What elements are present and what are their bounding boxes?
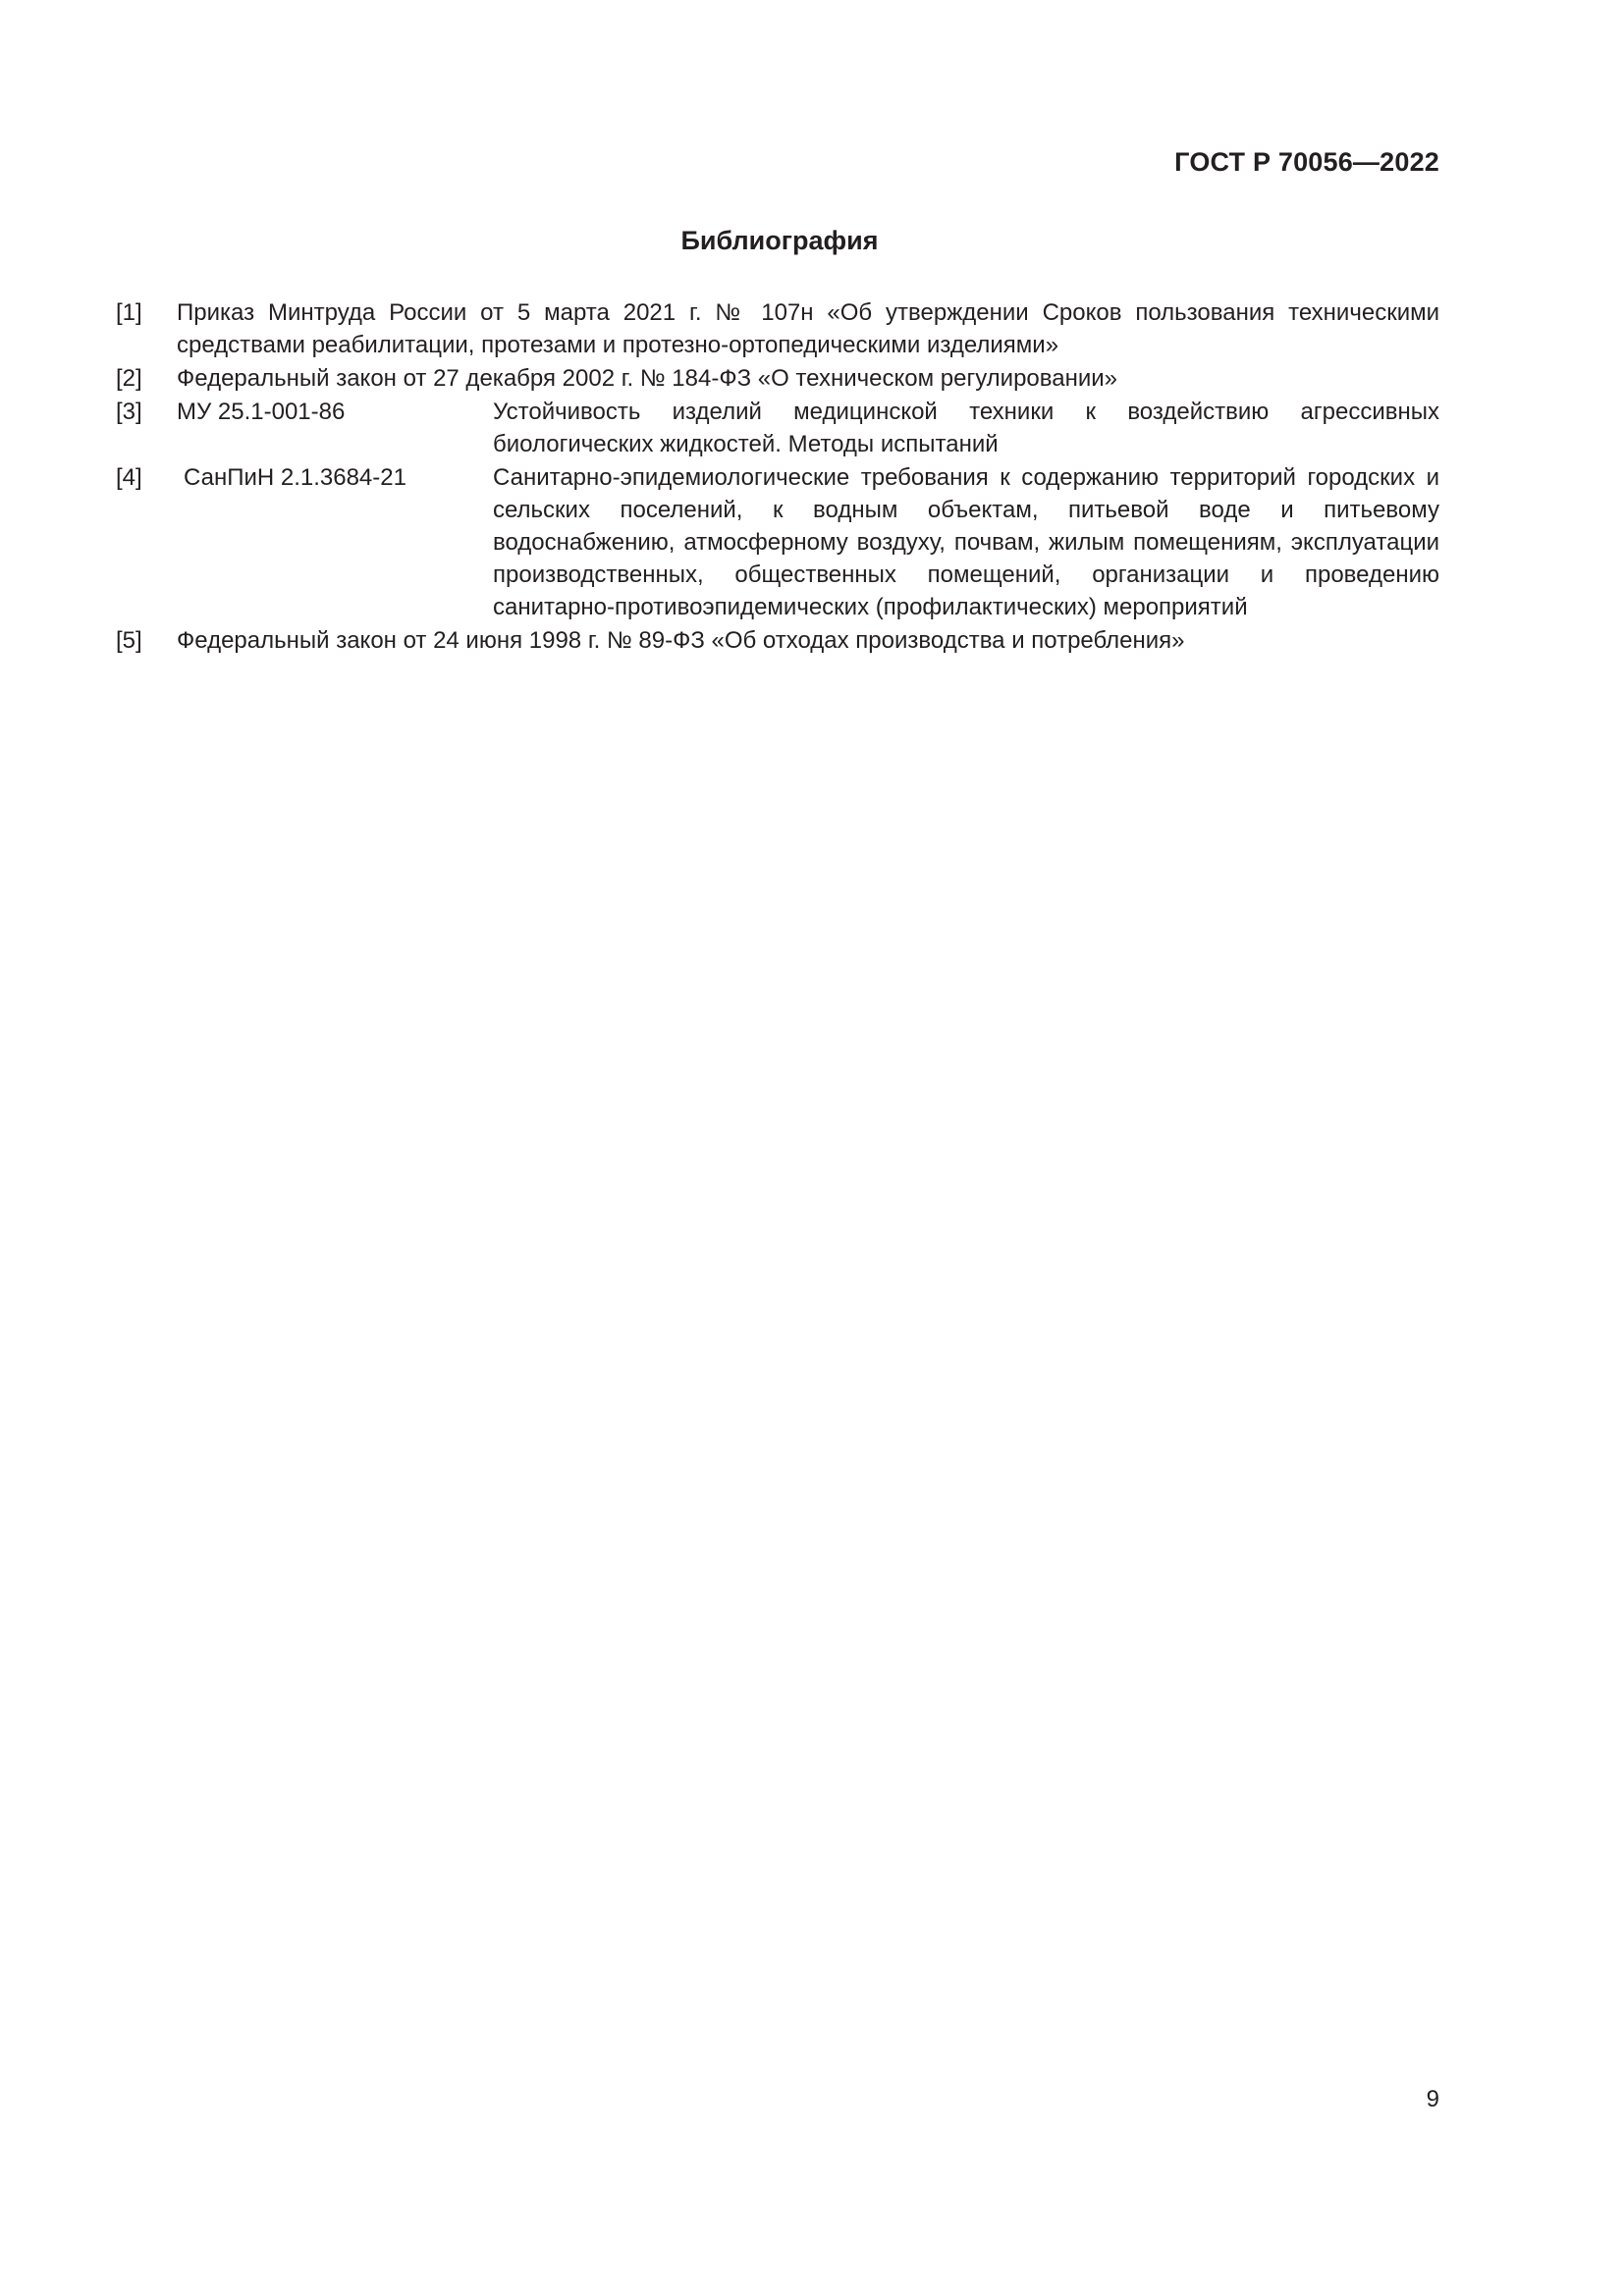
entry-text: Федеральный закон от 24 июня 1998 г. № 89-ФЗ «Об отходах производства и потребления» bbox=[177, 627, 1185, 654]
bibliography-entry-4 bbox=[116, 461, 1439, 623]
bibliography-entry-1 bbox=[116, 296, 1439, 361]
bibliography-list bbox=[116, 296, 1439, 658]
entry-number: [5] bbox=[116, 627, 142, 654]
standard-code-header: ГОСТ Р 70056—2022 bbox=[1174, 147, 1439, 177]
entry-document-code: МУ 25.1-001-86 bbox=[177, 399, 346, 425]
entry-number: [4] bbox=[116, 464, 142, 491]
entry-document-code: СанПиН 2.1.3684-21 bbox=[184, 464, 406, 491]
bibliography-entry-2 bbox=[116, 362, 1439, 395]
entry-number: [1] bbox=[116, 299, 142, 326]
entry-text: Федеральный закон от 27 декабря 2002 г. № 184-ФЗ «О техническом регулировании» bbox=[177, 365, 1118, 392]
entry-text: Приказ Минтруда России от 5 марта 2021 г. № 107н «Об утверждении Сроков пользования техническими средствами реабилитации, протезами и протезно-ортопедическими изделиями» bbox=[177, 299, 1439, 358]
entry-text: Устойчивость изделий медицинской техники к воздействию агрессивных биологических жидкостей. Методы испытаний bbox=[493, 399, 1439, 457]
bibliography-entry-5 bbox=[116, 624, 1439, 657]
entry-number: [3] bbox=[116, 399, 142, 425]
entry-text: Санитарно-эпидемиологические требования к содержанию территорий городских и сельских поселений, к водным объектам, питьевой воде и питьевому водоснабжению, атмосферному воздуху, почвам, жилым помещениям, эксплуатации производственных, общественных помещений, организации и проведению санитарно-противоэпидемических (профилактических) мероприятий bbox=[493, 464, 1439, 620]
page-number: 9 bbox=[1426, 2086, 1439, 2112]
entry-number: [2] bbox=[116, 365, 142, 392]
bibliography-entry-3 bbox=[116, 396, 1439, 460]
bibliography-title: Библиография bbox=[680, 226, 879, 255]
